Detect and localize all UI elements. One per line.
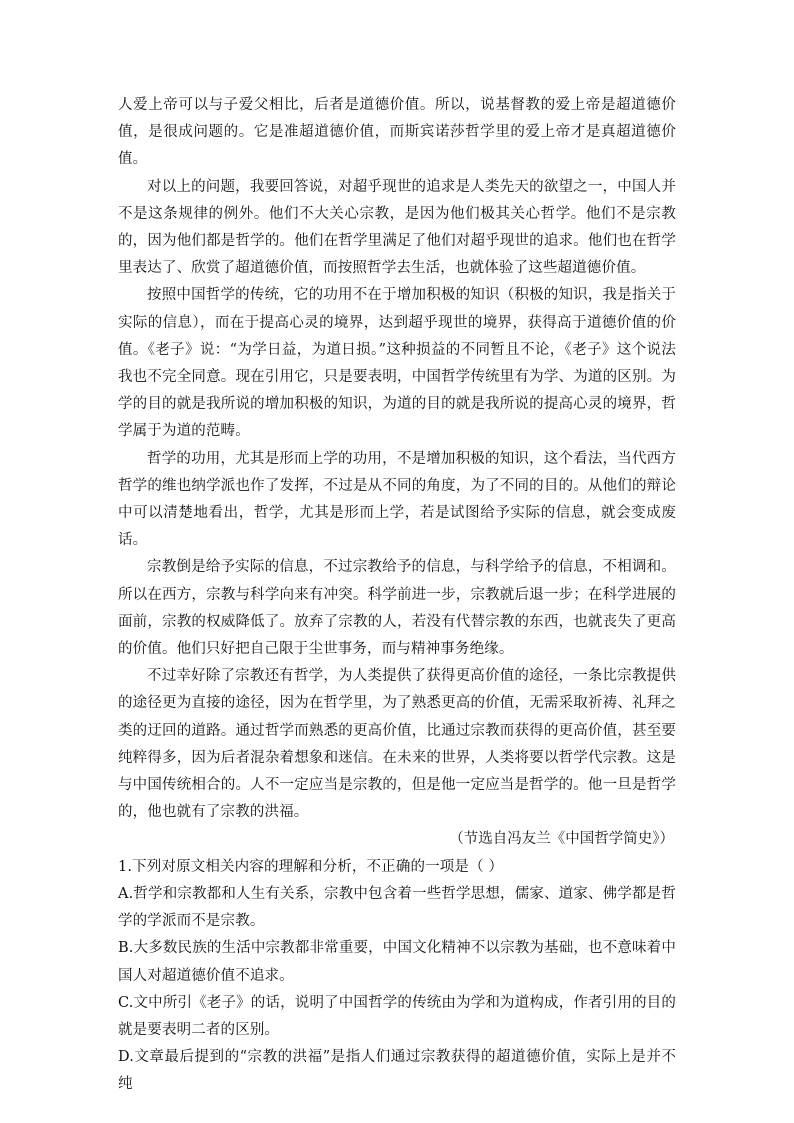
passage-paragraph-1: 人爱上帝可以与子爱父相比，后者是道德价值。所以，说基督教的爱上帝是超道德价值，是很成问题的。它是准超道德价值，而斯宾诺莎哲学里的爱上帝才是真超道德价值。 xyxy=(118,97,676,168)
passage-source: （节选自冯友兰《中国哲学简史》） xyxy=(449,831,674,848)
option-a: A.哲学和宗教都和人生有关系，宗教中包含着一些哲学思想，儒家、道家、佛学都是哲学的学派而不是宗教。 xyxy=(118,885,676,930)
passage-paragraph-5: 宗教倒是给予实际的信息，不过宗教给予的信息，与科学给予的信息，不相调和。所以在西方，宗教与科学向来有冲突。科学前进一步，宗教就后退一步；在科学进展的面前，宗教的权威降低了。放弃了宗教的人，若没有代替宗教的东西，也就丧失了更高的价值。他们只好把自己限于尘世事务，而与精神事务绝缘。 xyxy=(118,559,676,658)
option-d: D.文章最后提到的“宗教的洪福”是指人们通过宗教获得的超道德价值，实际上是并不纯 xyxy=(118,1049,676,1093)
option-c: C.文中所引《老子》的话，说明了中国哲学的传统由为学和为道构成，作者引用的目的就是要表明二者的区别。 xyxy=(118,994,676,1038)
passage-paragraph-6: 不过幸好除了宗教还有哲学，为人类提供了获得更高价值的途径，一条比宗教提供的途径更为直接的途径，因为在哲学里，为了熟悉更高的价值，无需采取祈祷、礼拜之类的迂回的道路。通过哲学而熟悉的更高价值，比通过宗教而获得的更高价值，甚至要纯粹得多，因为后者混杂着想象和迷信。在未来的世界，人类将要以哲学代宗教。这是与中国传统相合的。人不一定应当是宗教的，但是他一定应当是哲学的。他一旦是哲学的，他也就有了宗教的洪福。 xyxy=(118,668,676,821)
passage-paragraph-3: 按照中国哲学的传统，它的功用不在于增加积极的知识（积极的知识，我是指关于实际的信息），而在于提高心灵的境界，达到超乎现世的境界，获得高于道德价值的价值。《老子》说：“为学日益，为道日损。”这种损益的不同暂且不论，《老子》这个说法我也不完全同意。现在引用它，只是要表明，中国哲学传统里有为学、为道的区别。为学的目的就是我所说的增加积极的知识，为道的目的就是我所说的提高心灵的境界，哲学属于为道的范畴。 xyxy=(118,287,676,440)
passage-paragraph-2: 对以上的问题，我要回答说，对超乎现世的追求是人类先天的欲望之一，中国人并不是这条规律的例外。他们不大关心宗教，是因为他们极其关心哲学。他们不是宗教的，因为他们都是哲学的。他们在哲学里满足了他们对超乎现世的追求。他们也在哲学里表达了、欣赏了超道德价值，而按照哲学去生活，也就体验了这些超道德价值。 xyxy=(118,178,676,277)
option-b: B.大多数民族的生活中宗教都非常重要，中国文化精神不以宗教为基础，也不意味着中国人对超道德价值不追求。 xyxy=(118,940,676,984)
passage-paragraph-4: 哲学的功用，尤其是形而上学的功用，不是增加积极的知识，这个看法，当代西方哲学的维也纳学派也作了发挥，不过是从不同的角度，为了不同的目的。从他们的辩论中可以清楚地看出，哲学，尤其是形而上学，若是试图给予实际的信息，就会变成废话。 xyxy=(118,450,676,549)
question-stem: 1.下列对原文相关内容的理解和分析，不正确的一项是（ ） xyxy=(118,858,504,875)
document-page xyxy=(118,92,676,1099)
